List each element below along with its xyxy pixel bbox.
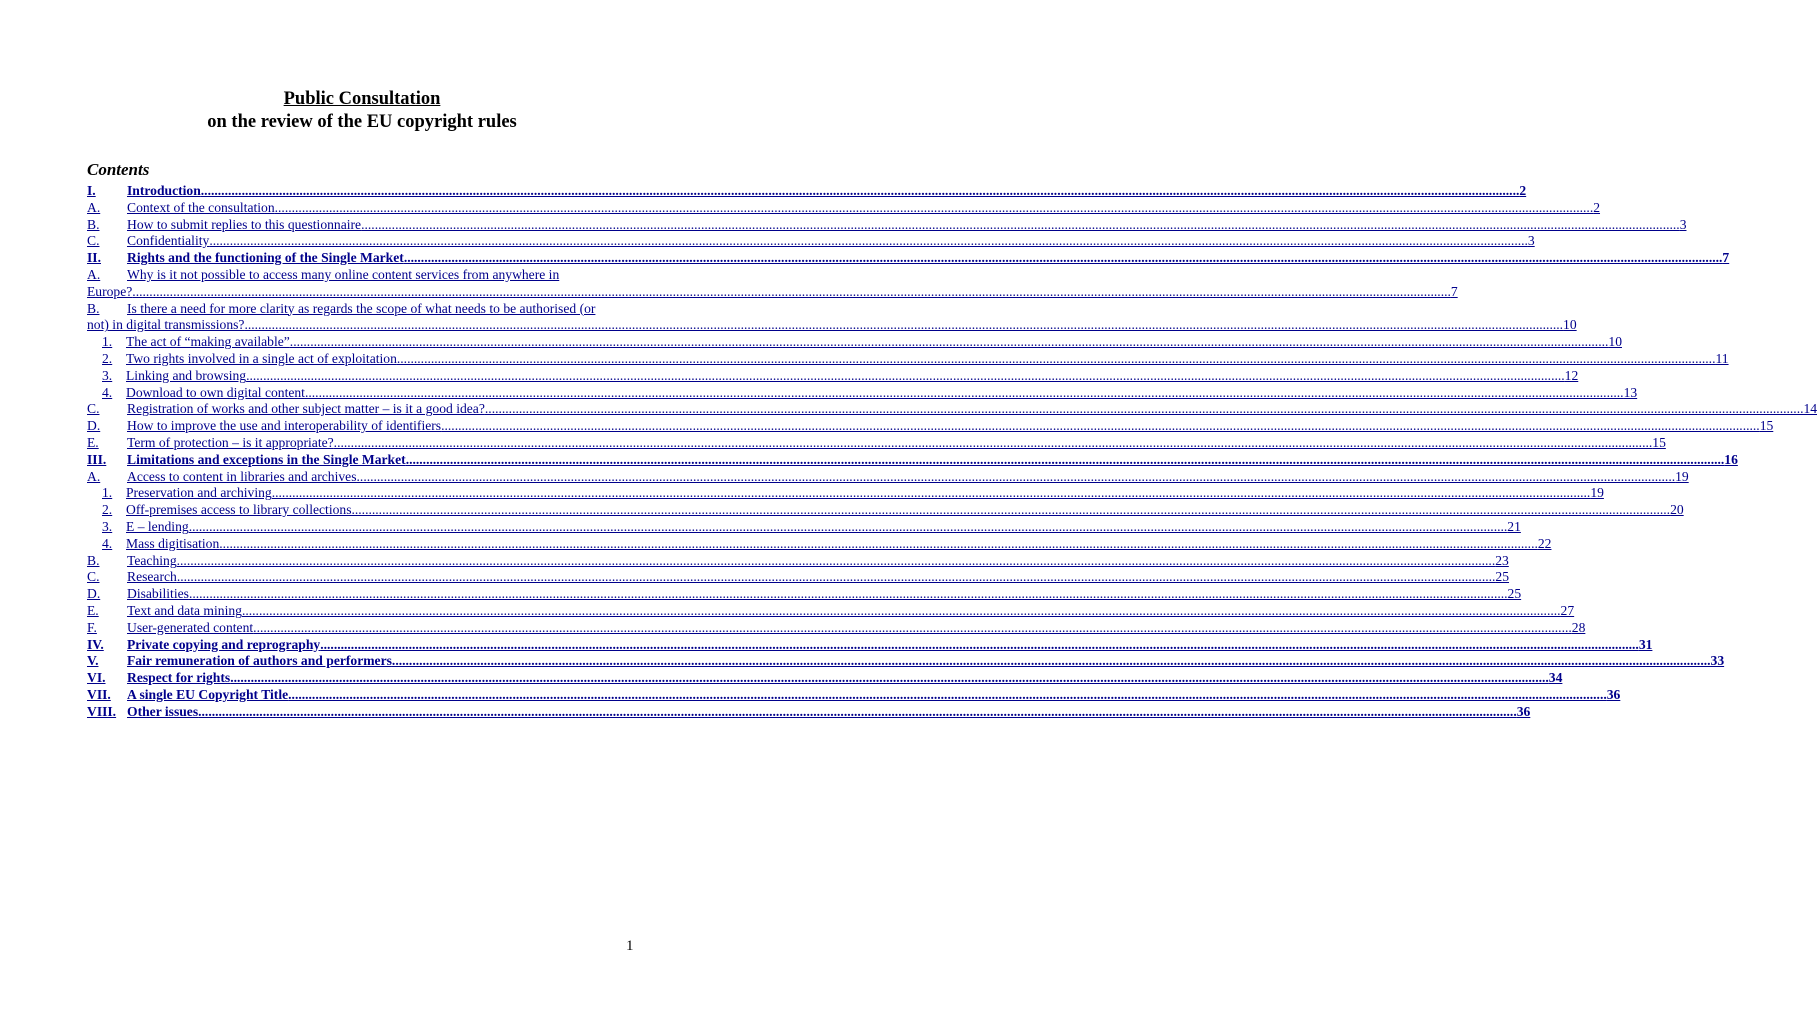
document-title-line-1: Public Consultation [283, 89, 441, 109]
toc-entry-page: 31 [1638, 636, 1653, 652]
toc-entry-page: 33 [1710, 653, 1725, 669]
toc-dot-leader [397, 351, 1716, 368]
toc-entry-title-continued: Europe? [87, 283, 133, 299]
toc-entry[interactable] [87, 636, 1653, 654]
toc-dot-leader [406, 452, 1725, 469]
toc-entry[interactable] [87, 367, 1579, 385]
contents-heading: Contents [87, 160, 150, 179]
toc-dot-leader [275, 200, 1594, 217]
toc-entry[interactable] [87, 334, 1622, 351]
toc-entry[interactable] [87, 300, 1577, 335]
toc-entry-number: 1. [102, 334, 113, 350]
toc-dot-leader [198, 704, 1517, 721]
toc-entry-page: 2 [1593, 199, 1601, 215]
toc-entry[interactable] [87, 384, 1638, 402]
toc-entry-page: 36 [1516, 703, 1531, 719]
toc-entry-number: F. [87, 619, 97, 635]
toc-entry[interactable] [87, 619, 1586, 637]
toc-dot-leader [209, 233, 1528, 250]
toc-entry-page: 10 [1608, 334, 1622, 350]
toc-entry-number: E. [87, 602, 99, 618]
toc-dot-leader [441, 418, 1760, 435]
toc-entry-number: 4. [102, 535, 113, 551]
toc-entry-page: 22 [1537, 535, 1552, 551]
toc-dot-leader [357, 469, 1676, 486]
toc-entry-title: Off-premises access to library collections [126, 502, 352, 518]
toc-entry-number: V. [87, 653, 99, 669]
toc-entry-number: IV. [87, 636, 104, 652]
toc-entry-number: VI. [87, 670, 106, 686]
toc-entry-title: How to improve the use and interoperability of identifiers [127, 418, 442, 434]
toc-entry[interactable] [87, 434, 1666, 452]
table-of-contents [87, 183, 1817, 721]
toc-dot-leader [177, 569, 1496, 586]
toc-entry-number: I. [87, 183, 96, 198]
toc-dot-leader [189, 519, 1508, 536]
toc-entry[interactable] [87, 401, 1817, 418]
toc-dot-leader [290, 334, 1609, 351]
toc-dot-leader [242, 603, 1561, 620]
toc-entry-number: 2. [102, 350, 113, 366]
toc-entry-number: 3. [102, 518, 113, 534]
toc-entry-title: Context of the consultation [127, 199, 275, 215]
toc-dot-leader [272, 485, 1591, 502]
toc-dot-leader [320, 637, 1639, 654]
toc-dot-leader [305, 385, 1624, 402]
toc-entry-number: E. [87, 434, 99, 450]
toc-entry-page: 25 [1495, 569, 1510, 585]
toc-entry-title: Is there a need for more clarity as regards the scope of what needs to be authorised (or [127, 300, 596, 316]
toc-dot-leader [253, 620, 1572, 637]
toc-entry-page: 15 [1759, 418, 1774, 434]
toc-entry-number: A. [87, 199, 101, 215]
toc-entry-page: 7 [1722, 250, 1730, 266]
toc-entry[interactable] [87, 552, 1509, 570]
toc-dot-leader [177, 553, 1496, 570]
toc-entry[interactable] [87, 199, 1601, 217]
toc-entry-number: 2. [102, 502, 113, 518]
toc-entry[interactable] [87, 485, 1604, 502]
toc-entry-title: Access to content in libraries and archives [127, 468, 357, 484]
toc-dot-leader [201, 183, 1520, 200]
toc-entry-number: VII. [87, 686, 111, 702]
toc-entry[interactable] [87, 266, 1458, 301]
toc-entry-title: The act of “making available” [126, 334, 290, 350]
toc-entry-page: 2 [1519, 183, 1527, 198]
toc-entry-title: Limitations and exceptions in the Single Market [127, 451, 406, 467]
toc-entry-title: Mass digitisation [126, 535, 220, 551]
toc-dot-leader [351, 502, 1670, 519]
toc-entry-page: 7 [1450, 283, 1458, 299]
toc-entry-page: 10 [1563, 317, 1577, 333]
toc-entry-number: B. [87, 300, 100, 316]
toc-entry-page: 20 [1670, 502, 1684, 518]
toc-entry[interactable] [87, 602, 1575, 620]
toc-dot-leader [244, 317, 1563, 334]
toc-entry[interactable] [87, 586, 1522, 603]
toc-entry-page: 21 [1507, 518, 1521, 534]
toc-entry-number: 4. [102, 384, 113, 400]
toc-entry[interactable] [87, 350, 1729, 368]
toc-entry[interactable] [87, 250, 1730, 267]
toc-dot-leader [219, 536, 1538, 553]
toc-dot-leader [334, 435, 1653, 452]
toc-entry[interactable] [87, 569, 1510, 586]
toc-dot-leader [132, 284, 1451, 301]
toc-entry-title: Why is it not possible to access many online content services from anywhere in [127, 266, 560, 282]
toc-entry-title: Fair remuneration of authors and performers [127, 653, 392, 669]
toc-entry-number: B. [87, 552, 100, 568]
toc-entry-page: 25 [1507, 586, 1522, 602]
toc-entry[interactable] [87, 535, 1552, 553]
toc-entry-page: 11 [1715, 350, 1729, 366]
toc-entry-page: 28 [1571, 619, 1586, 635]
toc-entry[interactable] [87, 670, 1563, 687]
toc-dot-leader [392, 653, 1711, 670]
toc-entry-title: User-generated content [127, 619, 254, 635]
toc-entry[interactable] [87, 183, 1527, 200]
toc-entry-number: D. [87, 586, 101, 602]
toc-entry-page: 23 [1495, 552, 1509, 568]
toc-entry-title: Two rights involved in a single act of exploitation [126, 350, 397, 366]
toc-entry-title: E – lending [126, 518, 189, 534]
toc-entry-title: Preservation and archiving [126, 485, 272, 501]
toc-entry[interactable] [87, 686, 1621, 704]
toc-entry-title: A single EU Copyright Title [127, 686, 289, 702]
toc-entry-number: 3. [102, 367, 113, 383]
toc-dot-leader [288, 687, 1607, 704]
toc-entry-title: Linking and browsing [126, 367, 247, 383]
toc-entry-title: Confidentiality [127, 233, 210, 249]
toc-entry-number: VIII. [87, 703, 117, 719]
page-number: 1 [626, 938, 634, 954]
toc-entry-page: 19 [1675, 468, 1689, 484]
toc-entry-number: B. [87, 216, 100, 232]
toc-entry-title: Research [127, 569, 177, 585]
toc-entry-page: 15 [1652, 434, 1666, 450]
toc-entry-title-continued: not) in digital transmissions? [87, 317, 245, 333]
toc-entry[interactable] [87, 418, 1774, 435]
toc-entry-title: Disabilities [127, 586, 189, 602]
toc-entry-page: 36 [1606, 686, 1621, 702]
document-title-line-2: on the review of the EU copyright rules [207, 112, 517, 132]
toc-entry-page: 13 [1623, 384, 1638, 400]
toc-entry-number: C. [87, 401, 100, 417]
toc-entry-page: 19 [1590, 485, 1604, 501]
toc-entry-number: II. [87, 250, 101, 266]
toc-entry[interactable] [87, 653, 1725, 670]
toc-entry-page: 3 [1679, 216, 1687, 232]
toc-dot-leader [404, 250, 1723, 267]
toc-entry-title: Introduction [127, 183, 201, 198]
toc-dot-leader [485, 401, 1804, 418]
toc-entry-page: 14 [1803, 401, 1817, 417]
toc-entry-title: How to submit replies to this questionnaire [127, 216, 362, 232]
toc-dot-leader [230, 670, 1549, 687]
toc-entry-title: Respect for rights [127, 670, 231, 686]
toc-entry-number: C. [87, 569, 100, 585]
toc-entry[interactable] [87, 233, 1535, 250]
toc-entry-page: 16 [1724, 451, 1738, 467]
toc-dot-leader [189, 586, 1508, 603]
toc-entry-page: 34 [1548, 670, 1563, 686]
toc-entry-page: 3 [1527, 233, 1535, 249]
toc-entry-page: 12 [1564, 367, 1579, 383]
toc-entry-title: Term of protection – is it appropriate? [127, 434, 334, 450]
toc-entry[interactable] [87, 468, 1689, 486]
toc-entry-number: A. [87, 468, 101, 484]
toc-entry-number: A. [87, 266, 101, 282]
toc-entry-page: 27 [1560, 602, 1575, 618]
toc-entry[interactable] [87, 703, 1531, 721]
toc-entry-number: 1. [102, 485, 113, 501]
toc-entry-title: Text and data mining [127, 602, 242, 618]
toc-entry-number: C. [87, 233, 100, 249]
toc-entry[interactable] [87, 518, 1521, 536]
toc-entry-title: Rights and the functioning of the Single Market [127, 250, 404, 266]
toc-entry-title: Other issues [127, 703, 199, 719]
toc-entry-number: III. [87, 451, 107, 467]
toc-dot-leader [361, 217, 1680, 234]
toc-entry-title: Registration of works and other subject matter – is it a good idea? [127, 401, 485, 417]
toc-dot-leader [246, 368, 1565, 385]
toc-entry-title: Download to own digital content [126, 384, 305, 400]
toc-entry-title: Private copying and reprography [127, 636, 321, 652]
toc-entry-number: D. [87, 418, 101, 434]
toc-entry[interactable] [87, 502, 1684, 519]
toc-entry[interactable] [87, 451, 1738, 469]
toc-entry-title: Teaching [127, 552, 177, 568]
toc-entry[interactable] [87, 216, 1687, 234]
